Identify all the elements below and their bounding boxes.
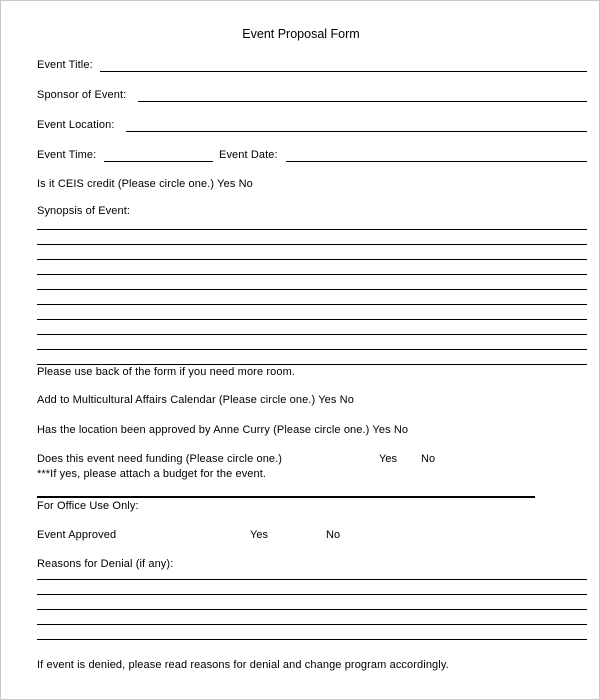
sponsor-label: Sponsor of Event: bbox=[37, 89, 127, 101]
form-sheet bbox=[1, 1, 600, 700]
synopsis-label: Synopsis of Event: bbox=[37, 205, 131, 217]
office-use-divider bbox=[37, 496, 535, 498]
denial-line[interactable] bbox=[37, 579, 587, 580]
date-input-line[interactable] bbox=[286, 161, 587, 162]
denial-line[interactable] bbox=[37, 594, 587, 595]
denial-footer-note: If event is denied, please read reasons for denial and change program accordingly. bbox=[37, 659, 449, 671]
multicultural-calendar-question: Add to Multicultural Affairs Calendar (Please circle one.) Yes No bbox=[37, 394, 354, 406]
time-label: Event Time: bbox=[37, 149, 97, 161]
date-label: Event Date: bbox=[219, 149, 278, 161]
denial-line[interactable] bbox=[37, 639, 587, 640]
location-input-line[interactable] bbox=[126, 131, 587, 132]
location-label: Event Location: bbox=[37, 119, 115, 131]
event-title-label: Event Title: bbox=[37, 59, 93, 71]
synopsis-line[interactable] bbox=[37, 289, 587, 290]
denial-reasons-label: Reasons for Denial (if any): bbox=[37, 558, 174, 570]
event-approved-label: Event Approved bbox=[37, 529, 117, 541]
event-title-input-line[interactable] bbox=[100, 71, 587, 72]
synopsis-line[interactable] bbox=[37, 259, 587, 260]
synopsis-line[interactable] bbox=[37, 319, 587, 320]
sponsor-input-line[interactable] bbox=[138, 101, 587, 102]
back-of-form-note: Please use back of the form if you need more room. bbox=[37, 366, 296, 378]
synopsis-line[interactable] bbox=[37, 274, 587, 275]
synopsis-line[interactable] bbox=[37, 229, 587, 230]
budget-attachment-note: ***If yes, please attach a budget for the event. bbox=[37, 468, 267, 480]
synopsis-line[interactable] bbox=[37, 334, 587, 335]
denial-line[interactable] bbox=[37, 624, 587, 625]
office-use-heading: For Office Use Only: bbox=[37, 500, 139, 512]
synopsis-line[interactable] bbox=[37, 304, 587, 305]
location-approved-question: Has the location been approved by Anne Curry (Please circle one.) Yes No bbox=[37, 424, 409, 436]
funding-yes-option[interactable]: Yes bbox=[379, 453, 397, 465]
denial-line[interactable] bbox=[37, 609, 587, 610]
funding-question: Does this event need funding (Please circle one.) bbox=[37, 453, 283, 465]
ceis-credit-question: Is it CEIS credit (Please circle one.) Yes No bbox=[37, 178, 253, 190]
event-approved-yes-option[interactable]: Yes bbox=[250, 529, 268, 541]
synopsis-line[interactable] bbox=[37, 244, 587, 245]
synopsis-line[interactable] bbox=[37, 349, 587, 350]
funding-no-option[interactable]: No bbox=[421, 453, 436, 465]
time-input-line[interactable] bbox=[104, 161, 213, 162]
page-title: Event Proposal Form bbox=[242, 27, 360, 41]
event-approved-no-option[interactable]: No bbox=[326, 529, 341, 541]
synopsis-line[interactable] bbox=[37, 364, 587, 365]
